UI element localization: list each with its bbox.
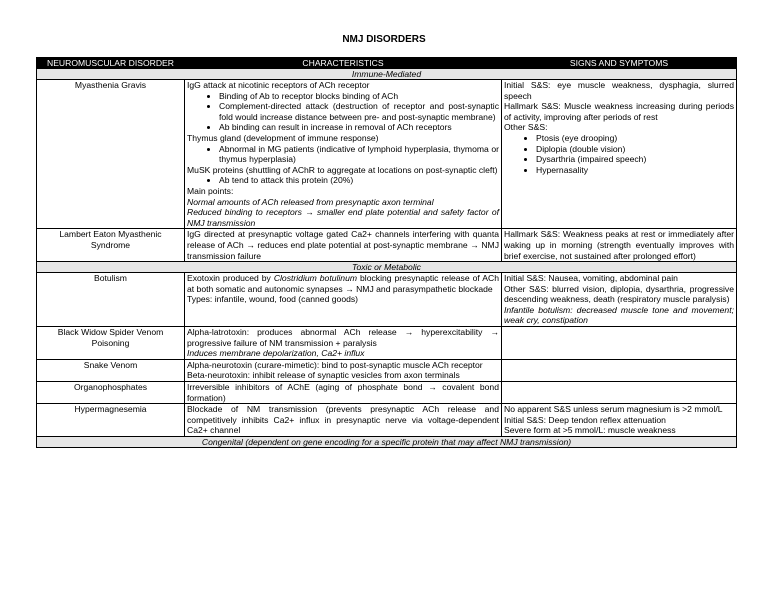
- disorder-name: Hypermagnesemia: [37, 404, 185, 437]
- text-line: Other S&S:: [504, 122, 548, 133]
- italic-note: Infantile botulism: decreased muscle tone and movement; weak cry, constipation: [504, 304, 734, 326]
- characteristics-cell: [185, 80, 502, 229]
- text-line: Hallmark S&S: Muscle weakness increasing during periods of activity, improving after periods of rest: [504, 101, 734, 122]
- text-line: MuSK proteins (shuttling of AChR to aggregate at locations on post-synaptic cleft): [187, 164, 498, 175]
- section-row: [37, 262, 737, 273]
- section-row: [37, 69, 737, 80]
- signs-cell: [502, 327, 737, 360]
- section-toxic: Toxic or Metabolic: [37, 262, 737, 273]
- signs-cell: [502, 80, 737, 229]
- characteristics-cell: IgG directed at presynaptic voltage gated Ca2+ channels interfering with quanta release of ACh → reduces end plate potential at post-synaptic membrane → NMJ transmission failure: [185, 229, 502, 262]
- list-item: • Abnormal in MG patients (indicative of lymphoid hyperplasia, thymoma or thymus hyperplasia): [219, 144, 499, 165]
- header-characteristics: CHARACTERISTICS: [185, 58, 502, 69]
- list-item: • Complement-directed attack (destruction of receptor and post-synaptic fold would increase distance between pre- and post-synaptic membrane): [219, 101, 499, 122]
- bullet-list: [187, 91, 499, 133]
- text-line: Other S&S: blurred vision, diplopia, dysarthria, progressive descending weakness, death (respiratory muscle paralysis): [504, 283, 734, 305]
- header-disorder: NEUROMUSCULAR DISORDER: [37, 58, 185, 69]
- disorder-name: Botulism: [37, 273, 185, 327]
- text-line: Alpha-latrotoxin: produces abnormal ACh release → hyperexcitability → progressive failure of NM transmission + paralysis: [187, 327, 499, 348]
- list-item: • Diplopia (double vision): [536, 144, 734, 155]
- text-line: IgG attack at nicotinic receptors of ACh receptor: [187, 80, 370, 90]
- signs-cell: [502, 404, 737, 437]
- signs-cell: [502, 382, 737, 404]
- disorder-name: Organophosphates: [37, 382, 185, 404]
- nmj-disorders-table: [36, 57, 737, 448]
- list-item: • Ab tend to attack this protein (20%): [219, 175, 499, 186]
- table-row-myasthenia: [37, 80, 737, 229]
- text-line: Main points:: [187, 185, 234, 196]
- table-row-snake-venom: [37, 359, 737, 381]
- text-line: Thymus gland (development of immune response): [187, 132, 379, 143]
- list-item: • Ptosis (eye drooping): [536, 133, 734, 144]
- section-immune: Immune-Mediated: [37, 69, 737, 80]
- bullet-list: [187, 175, 499, 186]
- bullet-list: [187, 144, 499, 165]
- italic-note: Induces membrane depolarization, Ca2+ influx: [187, 348, 365, 359]
- header-signs: SIGNS AND SYMPTOMS: [502, 58, 737, 69]
- signs-cell: [502, 273, 737, 327]
- signs-cell: [502, 359, 737, 381]
- text-fragment: Exotoxin produced by: [187, 273, 274, 284]
- text-fragment: blocking presynaptic release of ACh at both somatic and autonomic synapses → NMJ and parasympathetic blockade: [187, 273, 499, 294]
- characteristics-cell: [185, 273, 502, 327]
- characteristics-cell: [185, 359, 502, 381]
- text-line: Initial S&S: Deep tendon reflex attenuation: [504, 414, 666, 425]
- text-line: Severe form at >5 mmol/L: muscle weakness: [504, 425, 676, 436]
- characteristics-cell: Blockade of NM transmission (prevents presynaptic ACh release and competitively inhibits Ca2+ influx in presynaptic nerve via voltage-dependent Ca2+ channel: [185, 404, 502, 437]
- signs-cell: Hallmark S&S: Weakness peaks at rest or immediately after waking up in morning (strength eventually improves with brief exercise, not sustained after prolonged effort): [502, 229, 737, 262]
- organism-name: Clostridium botulinum: [273, 273, 358, 284]
- text-line: Beta-neurotoxin: inhibit release of synaptic vesicles from axon terminals: [187, 370, 460, 381]
- disorder-name: Lambert Eaton Myasthenic Syndrome: [37, 229, 185, 262]
- list-item: • Ab binding can result in increase in removal of ACh receptors: [219, 122, 499, 133]
- disorder-name: Black Widow Spider Venom Poisoning: [37, 327, 185, 360]
- characteristics-cell: [185, 327, 502, 360]
- page-title: NMJ DISORDERS: [342, 34, 426, 45]
- list-item: • Binding of Ab to receptor blocks binding of ACh: [219, 91, 499, 102]
- italic-note: Reduced binding to receptors → smaller end plate potential and safety factor of NMJ transmission: [187, 207, 499, 228]
- table-row-organophosphates: [37, 382, 737, 404]
- table-row-botulism: [37, 273, 737, 327]
- characteristics-cell: Irreversible inhibitors of AChE (aging of phosphate bond → covalent bond formation): [185, 382, 502, 404]
- text-line: Types: infantile, wound, food (canned goods): [187, 294, 359, 305]
- header-row: [37, 58, 737, 69]
- text-line: Initial S&S: Nausea, vomiting, abdominal pain: [504, 273, 678, 284]
- table-row-hypermagnesemia: [37, 404, 737, 437]
- section-row: [37, 437, 737, 448]
- list-item: • Dysarthria (impaired speech): [536, 154, 734, 165]
- italic-note: Normal amounts of ACh released from presynaptic axon terminal: [187, 196, 434, 207]
- table-row-spider-venom: [37, 327, 737, 360]
- text-line: Alpha-neurotoxin (curare-mimetic): bind to post-synaptic muscle ACh receptor: [187, 359, 483, 370]
- bullet-list: [504, 133, 734, 175]
- disorder-name: Myasthenia Gravis: [37, 80, 185, 229]
- table-row-lambert-eaton: [37, 229, 737, 262]
- section-congenital: Congenital (dependent on gene encoding for a specific protein that may affect NMJ transmission): [37, 437, 737, 448]
- text-line: Initial S&S: eye muscle weakness, dysphagia, slurred speech: [504, 80, 734, 101]
- text-line: No apparent S&S unless serum magnesium is >2 mmol/L: [504, 404, 723, 415]
- list-item: • Hypernasality: [536, 165, 734, 176]
- text-line: [187, 273, 499, 294]
- disorder-name: Snake Venom: [37, 359, 185, 381]
